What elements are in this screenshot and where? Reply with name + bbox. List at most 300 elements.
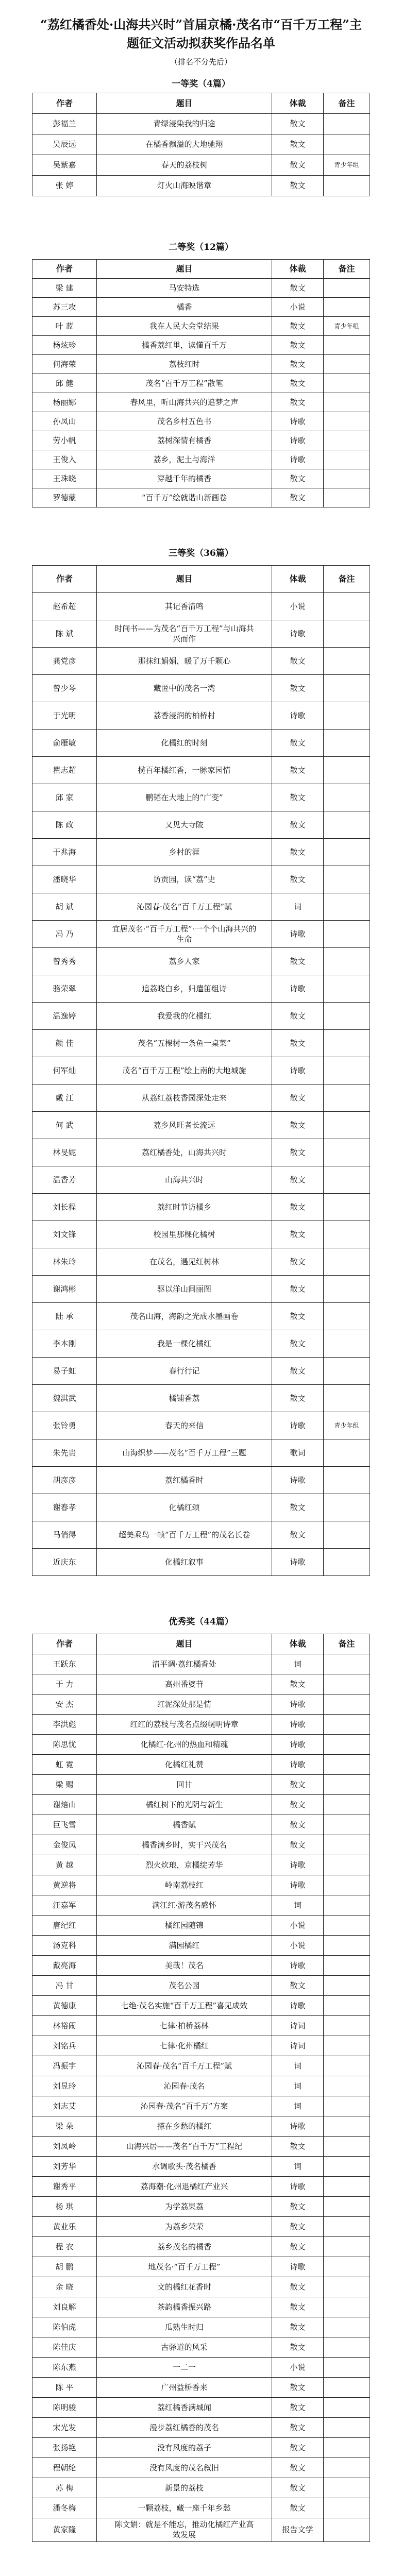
author-cell: 罗德蒙 xyxy=(32,488,97,507)
genre-cell: 散文 xyxy=(272,336,324,355)
genre-cell: 散文 xyxy=(272,1276,324,1303)
title-cell: 橘香荔红里，读懂百千万 xyxy=(97,336,272,355)
author-cell: 于兆海 xyxy=(32,839,97,866)
note-cell xyxy=(324,1330,370,1358)
table-row xyxy=(32,2257,370,2277)
author-cell: 胡 鹏 xyxy=(32,2257,97,2277)
note-cell xyxy=(324,1715,370,1735)
genre-cell: 散文 xyxy=(272,393,324,412)
author-cell: 陈 平 xyxy=(32,2378,97,2398)
note-cell xyxy=(324,1694,370,1715)
table-row xyxy=(32,1735,370,1755)
table-row xyxy=(32,1815,370,1835)
author-cell: 彭福兰 xyxy=(32,114,97,134)
table-row xyxy=(32,1194,370,1221)
genre-cell: 散文 xyxy=(272,784,324,811)
column-header-author: 作者 xyxy=(32,566,97,593)
note-cell xyxy=(324,1248,370,1276)
title-cell: 驱以洋山间丽图 xyxy=(97,1276,272,1303)
note-cell xyxy=(324,702,370,730)
genre-cell: 诗歌 xyxy=(272,1855,324,1875)
author-cell: 刘铭兵 xyxy=(32,2036,97,2056)
genre-cell: 散文 xyxy=(272,757,324,784)
title-cell: 岭南荔枝红 xyxy=(97,1875,272,1895)
title-cell: 青绿浸染我的归途 xyxy=(97,114,272,134)
table-row xyxy=(32,1549,370,1576)
table-row xyxy=(32,2458,370,2478)
genre-cell: 散文 xyxy=(272,2378,324,2398)
note-cell xyxy=(324,114,370,134)
table-header-row xyxy=(32,566,370,593)
author-cell: 何 武 xyxy=(32,1112,97,1139)
table-row xyxy=(32,1412,370,1439)
table-row xyxy=(32,784,370,811)
title-cell: 广州益桥香来 xyxy=(97,2378,272,2398)
note-cell xyxy=(324,298,370,317)
title-cell: 橘红园随锦 xyxy=(97,1916,272,1936)
note-cell xyxy=(324,893,370,921)
note-cell xyxy=(324,2076,370,2096)
table-row xyxy=(32,2197,370,2217)
table-row xyxy=(32,730,370,757)
title-cell: 荔香浸润的柏桥村 xyxy=(97,702,272,730)
title-cell: 鹏韬在大地上的“广变” xyxy=(97,784,272,811)
genre-cell: 诗歌 xyxy=(272,1057,324,1084)
table-row xyxy=(32,374,370,393)
author-cell: 林裕闹 xyxy=(32,2016,97,2036)
table-row xyxy=(32,1276,370,1303)
table-row xyxy=(32,1439,370,1467)
table-row xyxy=(32,1795,370,1815)
genre-cell: 散文 xyxy=(272,730,324,757)
title-cell: “百千万”绘就谐山新画卷 xyxy=(97,488,272,507)
title-cell: 沁园春·茂名“百千万”方案 xyxy=(97,2096,272,2116)
genre-cell: 诗歌 xyxy=(272,450,324,469)
first-prize-section xyxy=(0,77,402,196)
author-cell: 俞雁敏 xyxy=(32,730,97,757)
title-cell: 春风里，听山海共兴的追梦之声 xyxy=(97,393,272,412)
table-row xyxy=(32,1936,370,1956)
title-cell: 校园里那棵化橘树 xyxy=(97,1221,272,1248)
note-cell xyxy=(324,1003,370,1030)
table-row xyxy=(32,2177,370,2197)
table-row xyxy=(32,2478,370,2498)
table-row xyxy=(32,176,370,196)
title-cell: 古驿道的风采 xyxy=(97,2337,272,2358)
genre-cell: 散文 xyxy=(272,2337,324,2358)
table-row xyxy=(32,279,370,298)
award-table-body xyxy=(32,114,370,196)
genre-cell: 散文 xyxy=(272,355,324,374)
note-cell xyxy=(324,2438,370,2458)
author-cell: 谢春孝 xyxy=(32,1494,97,1521)
genre-cell: 诗歌 xyxy=(272,1735,324,1755)
table-row xyxy=(32,2398,370,2418)
table-row xyxy=(32,1875,370,1895)
table-row xyxy=(32,2076,370,2096)
author-cell: 黄业乐 xyxy=(32,2217,97,2237)
author-cell: 骆荣翠 xyxy=(32,975,97,1003)
title-cell: 为学荔果荔 xyxy=(97,2197,272,2217)
column-header-author: 作者 xyxy=(32,93,97,114)
note-cell xyxy=(324,593,370,620)
author-cell: 陈佳庆 xyxy=(32,2337,97,2358)
author-cell: 林朱玲 xyxy=(32,1248,97,1276)
genre-cell: 散文 xyxy=(272,1775,324,1795)
note-cell xyxy=(324,134,370,155)
note-cell xyxy=(324,2257,370,2277)
genre-cell: 散文 xyxy=(272,488,324,507)
note-cell xyxy=(324,1494,370,1521)
title-cell: 橘铺香荔 xyxy=(97,1385,272,1412)
title-cell: 山海兴居——茂名“百千万”工程纪 xyxy=(97,2137,272,2157)
genre-cell: 歌词 xyxy=(272,1439,324,1467)
author-cell: 汪嘉军 xyxy=(32,1895,97,1916)
genre-cell: 词 xyxy=(272,1895,324,1916)
author-cell: 李本刚 xyxy=(32,1330,97,1358)
author-cell: 黄逆将 xyxy=(32,1875,97,1895)
title-cell: 荔乡风旺者长流远 xyxy=(97,1112,272,1139)
note-cell xyxy=(324,2016,370,2036)
table-row xyxy=(32,1855,370,1875)
note-cell xyxy=(324,431,370,450)
title-cell: 乡村的涯 xyxy=(97,839,272,866)
table-row xyxy=(32,1139,370,1166)
title-cell: 沁园春·茂名“百千万工程”赋 xyxy=(97,2056,272,2076)
note-cell xyxy=(324,1996,370,2016)
genre-cell: 小说 xyxy=(272,1916,324,1936)
note-cell xyxy=(324,1385,370,1412)
table-row xyxy=(32,675,370,702)
title-cell: 追荔晓白乡，归遣笛组诗 xyxy=(97,975,272,1003)
genre-cell: 散文 xyxy=(272,811,324,839)
note-cell xyxy=(324,975,370,1003)
title-cell: 我是一棵化橘红 xyxy=(97,1330,272,1358)
title-cell: 瓜熟生时归 xyxy=(97,2317,272,2337)
note-cell xyxy=(324,412,370,431)
table-row xyxy=(32,469,370,488)
genre-cell: 散文 xyxy=(272,374,324,393)
genre-cell: 散文 xyxy=(272,2217,324,2237)
author-cell: 刘长程 xyxy=(32,1194,97,1221)
table-row xyxy=(32,2217,370,2237)
genre-cell: 散文 xyxy=(272,1976,324,1996)
table-row xyxy=(32,893,370,921)
genre-cell: 诗歌 xyxy=(272,412,324,431)
note-cell xyxy=(324,1194,370,1221)
author-cell: 颜 佳 xyxy=(32,1030,97,1057)
genre-cell: 散文 xyxy=(272,2398,324,2418)
author-cell: 胡 斌 xyxy=(32,893,97,921)
author-cell: 胡彦彦 xyxy=(32,1467,97,1494)
author-cell: 马俏得 xyxy=(32,1521,97,1549)
table-row xyxy=(32,866,370,893)
genre-cell: 散文 xyxy=(272,2277,324,2297)
note-cell xyxy=(324,1166,370,1194)
table-row xyxy=(32,2378,370,2398)
author-cell: 何海荣 xyxy=(32,355,97,374)
author-cell: 冯振宇 xyxy=(32,2056,97,2076)
title-cell: 藏匿中的茂名一湾 xyxy=(97,675,272,702)
author-cell: 瞿志超 xyxy=(32,757,97,784)
table-row xyxy=(32,2096,370,2116)
author-cell: 邱 家 xyxy=(32,784,97,811)
author-cell: 王俊入 xyxy=(32,450,97,469)
note-cell xyxy=(324,1084,370,1112)
author-cell: 刘文锋 xyxy=(32,1221,97,1248)
title-cell: 沁园春·茂名 xyxy=(97,2076,272,2096)
genre-cell: 诗歌 xyxy=(272,921,324,948)
table-row xyxy=(32,1303,370,1330)
table-row xyxy=(32,1494,370,1521)
title-cell: 橘香 xyxy=(97,298,272,317)
genre-cell: 散文 xyxy=(272,1248,324,1276)
author-cell: 温逸婷 xyxy=(32,1003,97,1030)
note-cell xyxy=(324,839,370,866)
note-cell xyxy=(324,2418,370,2438)
genre-cell: 散文 xyxy=(272,839,324,866)
column-header-note: 备注 xyxy=(324,1634,370,1654)
genre-cell: 散文 xyxy=(272,1385,324,1412)
table-row xyxy=(32,1895,370,1916)
genre-cell: 散文 xyxy=(272,2237,324,2257)
genre-cell: 诗词 xyxy=(272,2016,324,2036)
author-cell: 谢秀平 xyxy=(32,2177,97,2197)
genre-cell: 散文 xyxy=(272,1221,324,1248)
author-cell: 刘芳华 xyxy=(32,2157,97,2177)
author-cell: 谢鸿彬 xyxy=(32,1276,97,1303)
author-cell: 潘晓华 xyxy=(32,866,97,893)
author-cell: 张扬艳 xyxy=(32,2438,97,2458)
award-table-body xyxy=(32,279,370,507)
title-cell: 烈火炊琅，京橘绽芳华 xyxy=(97,1855,272,1875)
note-cell xyxy=(324,1916,370,1936)
table-row xyxy=(32,431,370,450)
author-cell: 曾少琴 xyxy=(32,675,97,702)
author-cell: 李洪彪 xyxy=(32,1715,97,1735)
award-table-body xyxy=(32,593,370,1576)
table-row xyxy=(32,412,370,431)
column-header-author: 作者 xyxy=(32,1634,97,1654)
table-row xyxy=(32,2317,370,2337)
table-row xyxy=(32,2277,370,2297)
title-cell: 红泥深处那是情 xyxy=(97,1694,272,1715)
genre-cell: 散文 xyxy=(272,1494,324,1521)
note-cell xyxy=(324,1956,370,1976)
table-row xyxy=(32,1755,370,1775)
note-cell: 青少年组 xyxy=(324,155,370,176)
author-cell: 虹 霓 xyxy=(32,1755,97,1775)
column-header-genre: 体裁 xyxy=(272,93,324,114)
author-cell: 张 婷 xyxy=(32,176,97,196)
title-cell: 荔海潮·化州退橘红产业兴 xyxy=(97,2177,272,2197)
genre-cell: 小说 xyxy=(272,298,324,317)
genre-cell: 散文 xyxy=(272,1194,324,1221)
genre-cell: 诗歌 xyxy=(272,620,324,648)
award-table xyxy=(32,1634,370,2542)
author-cell: 陈东燕 xyxy=(32,2358,97,2378)
table-row xyxy=(32,450,370,469)
title-cell: 又见大寺陂 xyxy=(97,811,272,839)
author-cell: 朱先贵 xyxy=(32,1439,97,1467)
genre-cell: 诗歌 xyxy=(272,2177,324,2197)
author-cell: 余 晓 xyxy=(32,2277,97,2297)
title-cell: 那抹红娟娟，暖了万千颗心 xyxy=(97,648,272,675)
title-cell: 茶韵橘香振兴路 xyxy=(97,2297,272,2317)
table-row xyxy=(32,1221,370,1248)
table-row xyxy=(32,1996,370,2016)
author-cell: 陈明骏 xyxy=(32,2398,97,2418)
genre-cell: 诗词 xyxy=(272,2036,324,2056)
table-row xyxy=(32,2116,370,2137)
genre-cell: 散文 xyxy=(272,948,324,975)
title-cell: 化橘红颂 xyxy=(97,1494,272,1521)
note-cell xyxy=(324,757,370,784)
genre-cell: 诗歌 xyxy=(272,1755,324,1775)
second-prize-section xyxy=(0,241,402,507)
genre-cell: 散文 xyxy=(272,1674,324,1694)
note-cell xyxy=(324,2036,370,2056)
title-cell: 茂名公园 xyxy=(97,1976,272,1996)
note-cell xyxy=(324,2317,370,2337)
table-row xyxy=(32,1358,370,1385)
note-cell xyxy=(324,393,370,412)
note-cell xyxy=(324,1549,370,1576)
table-row xyxy=(32,1112,370,1139)
title-cell: 从荔红荔枝香园深处走来 xyxy=(97,1084,272,1112)
note-cell xyxy=(324,2498,370,2518)
note-cell xyxy=(324,1936,370,1956)
table-row xyxy=(32,488,370,507)
table-row xyxy=(32,1956,370,1976)
genre-cell: 散文 xyxy=(272,1139,324,1166)
note-cell xyxy=(324,279,370,298)
table-row xyxy=(32,1084,370,1112)
note-cell xyxy=(324,2277,370,2297)
title-cell: 荔红橘香满城闻 xyxy=(97,2398,272,2418)
note-cell xyxy=(324,1795,370,1815)
note-cell xyxy=(324,1303,370,1330)
table-row xyxy=(32,1030,370,1057)
author-cell: 谢焙山 xyxy=(32,1795,97,1815)
genre-cell: 诗歌 xyxy=(272,1467,324,1494)
table-row xyxy=(32,2297,370,2317)
author-cell: 刘良解 xyxy=(32,2297,97,2317)
table-row xyxy=(32,2137,370,2157)
title-cell: 地茂名·“百千万工程” xyxy=(97,2257,272,2277)
note-cell xyxy=(324,1221,370,1248)
genre-cell: 诗歌 xyxy=(272,2116,324,2137)
title-cell: 高州番婆苷 xyxy=(97,1674,272,1694)
table-row xyxy=(32,811,370,839)
author-cell: 宋光发 xyxy=(32,2418,97,2438)
title-cell: 化橘红礼赞 xyxy=(97,1755,272,1775)
title-cell: 为荔乡荣荣 xyxy=(97,2217,272,2237)
award-table xyxy=(32,259,370,507)
table-row xyxy=(32,2438,370,2458)
note-cell: 青少年组 xyxy=(324,1412,370,1439)
note-cell xyxy=(324,730,370,757)
table-row xyxy=(32,114,370,134)
note-cell xyxy=(324,620,370,648)
author-cell: 于光明 xyxy=(32,702,97,730)
column-header-title: 题目 xyxy=(97,260,272,279)
table-row xyxy=(32,1835,370,1855)
genre-cell: 散文 xyxy=(272,2478,324,2498)
title-cell: 清平调·荔红橘香处 xyxy=(97,1654,272,1674)
table-row xyxy=(32,1330,370,1358)
note-cell xyxy=(324,2157,370,2177)
note-cell xyxy=(324,1439,370,1467)
note-cell xyxy=(324,1855,370,1875)
author-cell: 曾秀秀 xyxy=(32,948,97,975)
column-header-title: 题目 xyxy=(97,93,272,114)
title-cell: 文的橘红花香时 xyxy=(97,2277,272,2297)
genre-cell: 诗歌 xyxy=(272,1996,324,2016)
title-cell: 春天的来信 xyxy=(97,1412,272,1439)
author-cell: 冯 甘 xyxy=(32,1976,97,1996)
note-cell xyxy=(324,1775,370,1795)
note-cell xyxy=(324,2478,370,2498)
table-row xyxy=(32,1654,370,1674)
author-cell: 梁 建 xyxy=(32,279,97,298)
table-row xyxy=(32,975,370,1003)
note-cell xyxy=(324,450,370,469)
note-cell xyxy=(324,1835,370,1855)
title-cell: 在茂名，遇见红树林 xyxy=(97,1248,272,1276)
table-row xyxy=(32,393,370,412)
table-row xyxy=(32,620,370,648)
section-heading: 优秀奖（44篇） xyxy=(169,1617,233,1627)
title-cell: 春行行记 xyxy=(97,1358,272,1385)
title-cell: 荔枝红时 xyxy=(97,355,272,374)
section-heading: 三等奖（36篇） xyxy=(169,548,233,558)
author-cell: 近庆东 xyxy=(32,1549,97,1576)
table-header-row xyxy=(32,1634,370,1654)
genre-cell: 散文 xyxy=(272,1303,324,1330)
title-cell: 山海共兴时 xyxy=(97,1166,272,1194)
title-cell: 没有风度的茂名叙旧 xyxy=(97,2458,272,2478)
note-cell xyxy=(324,374,370,393)
title-cell: 陈文娟：就是不能忘，推动化橘红产业高效发展 xyxy=(97,2518,272,2542)
title-cell: 荔乡，泥土与海洋 xyxy=(97,450,272,469)
author-cell: 金俊凤 xyxy=(32,1835,97,1855)
author-cell: 吴紫嘉 xyxy=(32,155,97,176)
genre-cell: 诗歌 xyxy=(272,2257,324,2277)
table-row xyxy=(32,317,370,336)
author-cell: 易子虹 xyxy=(32,1358,97,1385)
table-row xyxy=(32,2016,370,2036)
title-cell: 茂名“百千万工程”绘上南的大地城旋 xyxy=(97,1057,272,1084)
genre-cell: 散文 xyxy=(272,114,324,134)
note-cell xyxy=(324,1976,370,1996)
note-cell xyxy=(324,1875,370,1895)
note-cell xyxy=(324,176,370,196)
title-cell: 荔红橘香处，山海共兴时 xyxy=(97,1139,272,1166)
title-cell: 红红的荔枝与茂名点缀幌明诗章 xyxy=(97,1715,272,1735)
table-row xyxy=(32,839,370,866)
table-header-row xyxy=(32,93,370,114)
title-cell: 穿越千年的橘香 xyxy=(97,469,272,488)
author-cell: 陈 政 xyxy=(32,811,97,839)
author-cell: 赵希超 xyxy=(32,593,97,620)
note-cell xyxy=(324,1276,370,1303)
table-row xyxy=(32,134,370,155)
genre-cell: 散文 xyxy=(272,2418,324,2438)
note-cell xyxy=(324,2297,370,2317)
title-cell: 茂名山海，海韵之光成水墨画卷 xyxy=(97,1303,272,1330)
genre-cell: 诗歌 xyxy=(272,1549,324,1576)
